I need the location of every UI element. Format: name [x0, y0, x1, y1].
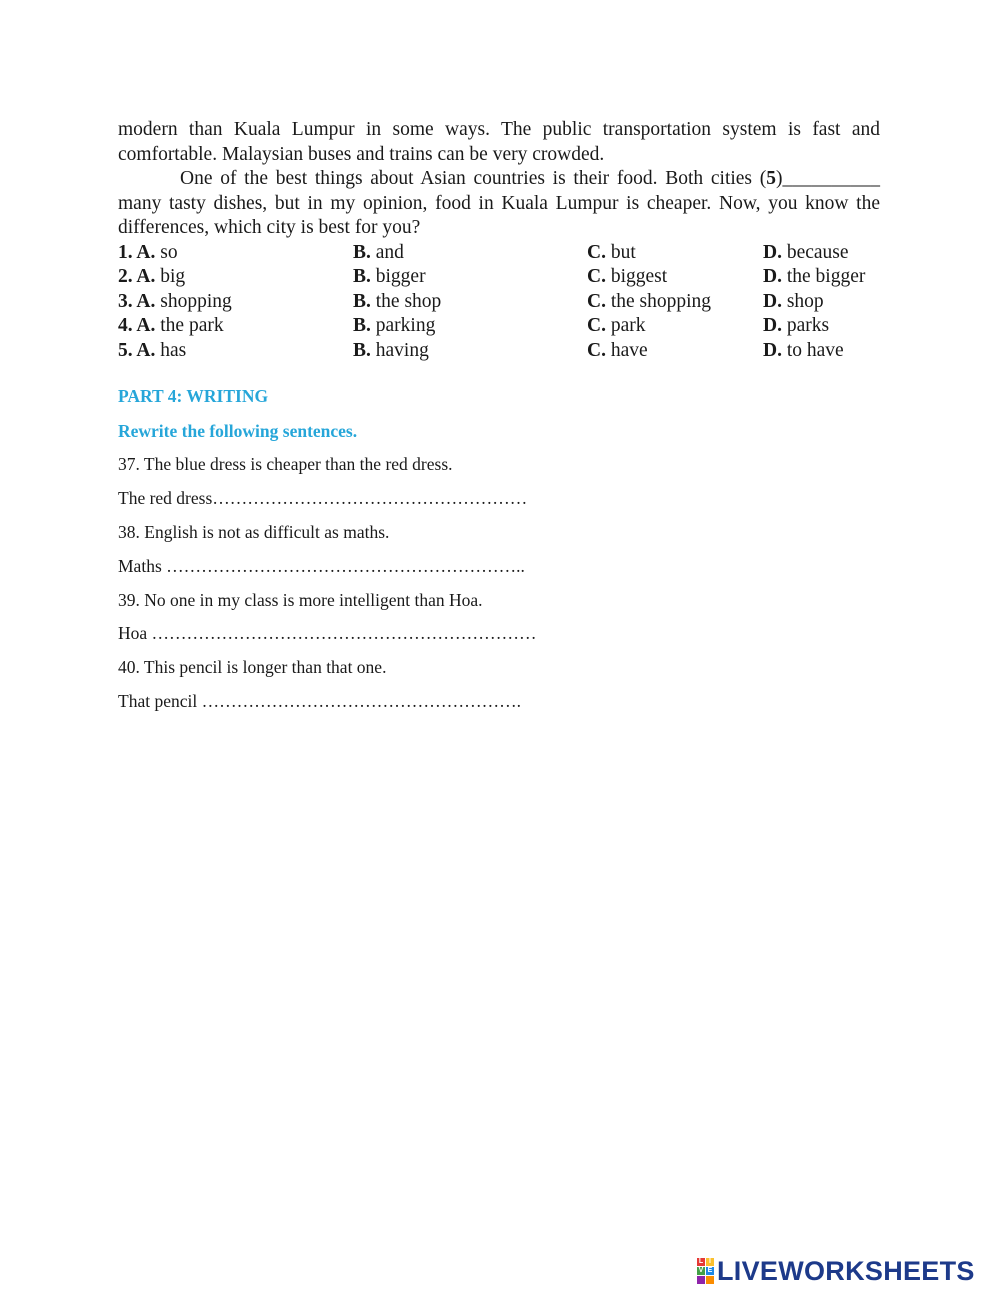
answer-blank-5[interactable]: )__________: [776, 168, 880, 189]
option-c[interactable]: C. biggest: [587, 266, 668, 288]
option-d[interactable]: D. because: [763, 241, 849, 263]
logo-icon: [697, 1258, 714, 1284]
option-a[interactable]: 5. A. has: [118, 339, 187, 361]
option-b[interactable]: B. having: [353, 339, 429, 361]
option-b[interactable]: B. and: [353, 241, 404, 263]
question-38: 38. English is not as difficult as maths.: [118, 522, 390, 542]
logo-cell: I: [706, 1258, 714, 1266]
logo-cell: L: [698, 1258, 704, 1265]
option-a[interactable]: 1. A. so: [118, 241, 178, 263]
logo-cell: V: [698, 1267, 704, 1274]
answer-line-39[interactable]: Hoa …………………………………………………………: [118, 623, 537, 643]
option-d[interactable]: D. parks: [763, 315, 830, 337]
option-a[interactable]: 2. A. big: [118, 266, 186, 288]
liveworksheets-logo: [697, 1257, 975, 1285]
option-row: [118, 290, 880, 315]
option-c[interactable]: C. the shopping: [587, 290, 712, 312]
option-d[interactable]: D. the bigger: [763, 266, 866, 288]
reading-paragraph-2-start: One of the best things about Asian countries is their food. Both cities (: [180, 168, 767, 189]
option-row: [118, 314, 880, 339]
answer-options: [118, 241, 880, 364]
reading-paragraph-2: [118, 167, 880, 241]
logo-cell: [697, 1276, 705, 1284]
option-c[interactable]: C. have: [587, 339, 648, 361]
part-title: PART 4: WRITING: [118, 386, 269, 406]
option-a[interactable]: 3. A. shopping: [118, 290, 232, 312]
reading-paragraph-1: modern than Kuala Lumpur in some ways. The public transportation system is fast and comfortable. Malaysian buses and trains can be very crowded.: [118, 119, 880, 165]
option-c[interactable]: C. park: [587, 315, 646, 337]
logo-text: LIVEWORKSHEETS: [717, 1255, 975, 1286]
option-b[interactable]: B. parking: [353, 315, 436, 337]
question-37: 37. The blue dress is cheaper than the red dress.: [118, 454, 453, 474]
blank-number: 5: [766, 168, 776, 189]
logo-cell: E: [707, 1267, 713, 1274]
worksheet-page: [118, 118, 880, 363]
question-40: 40. This pencil is longer than that one.: [118, 657, 387, 677]
option-d[interactable]: D. shop: [763, 290, 824, 312]
option-b[interactable]: B. the shop: [353, 290, 442, 312]
option-row: [118, 265, 880, 290]
option-a[interactable]: 4. A. the park: [118, 315, 224, 337]
option-b[interactable]: B. bigger: [353, 266, 426, 288]
option-row: [118, 339, 880, 364]
logo-cell: [706, 1276, 714, 1284]
answer-line-40[interactable]: That pencil ……………………………………………….: [118, 691, 521, 711]
question-39: 39. No one in my class is more intelligent than Hoa.: [118, 590, 483, 610]
option-row: [118, 241, 880, 266]
option-c[interactable]: C. but: [587, 241, 636, 263]
reading-paragraph-2-end: many tasty dishes, but in my opinion, food in Kuala Lumpur is cheaper. Now, you know the differences, which city is best for you?: [118, 192, 880, 238]
instruction-heading: Rewrite the following sentences.: [118, 421, 358, 441]
answer-line-37[interactable]: The red dress………………………………………………: [118, 488, 528, 508]
option-d[interactable]: D. to have: [763, 339, 844, 361]
answer-line-38[interactable]: Maths ……………………………………………………..: [118, 556, 525, 576]
